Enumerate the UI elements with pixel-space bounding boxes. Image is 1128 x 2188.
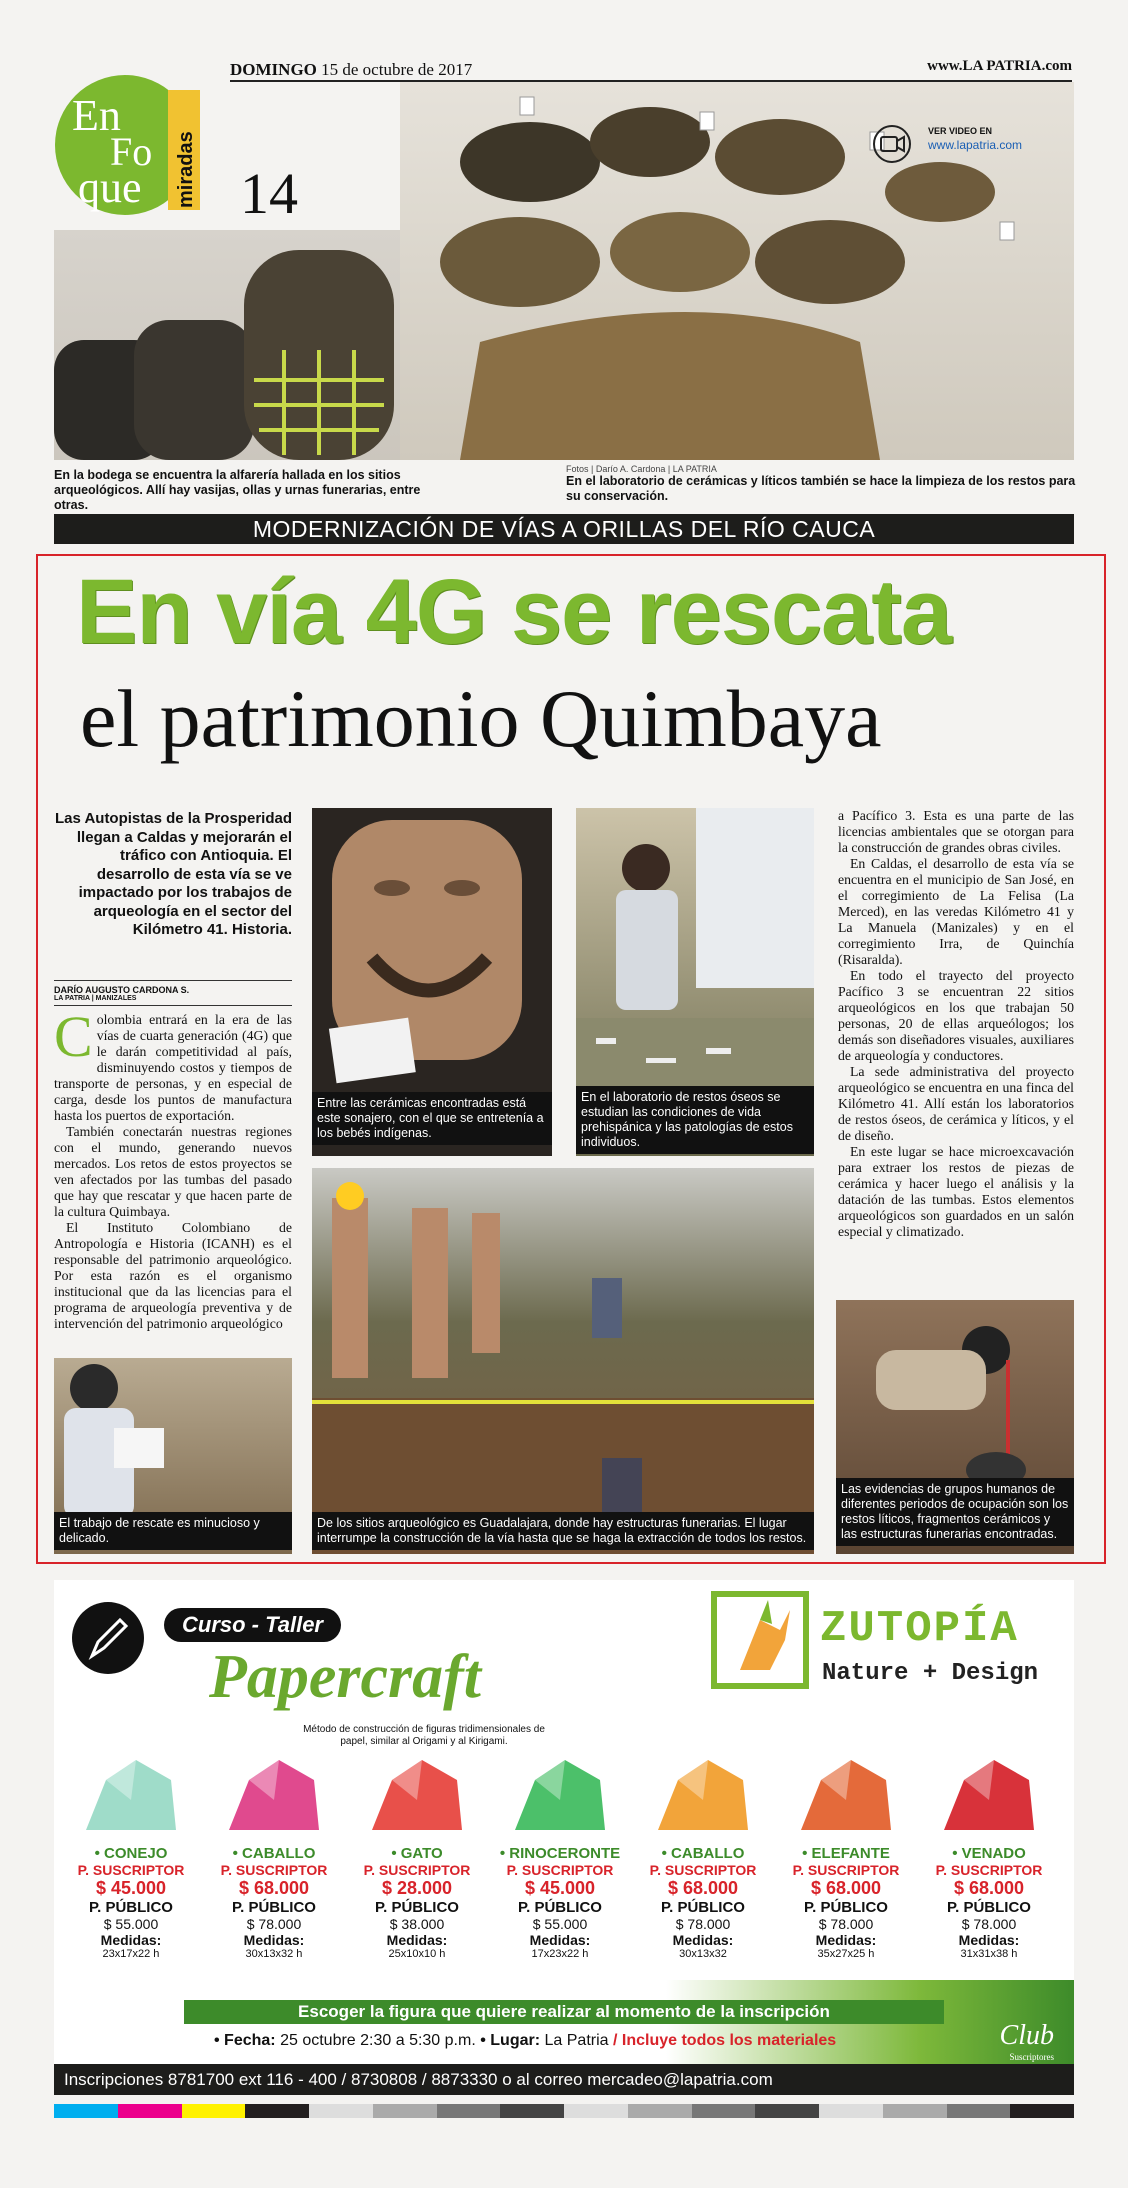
suscriptor-label: P. SUSCRIPTOR — [363, 1862, 471, 1878]
figure-card[interactable] — [64, 1845, 198, 1960]
figure-card[interactable] — [350, 1845, 484, 1960]
dropcap: C — [54, 1004, 93, 1069]
site-caption: De los sitios arqueológico es Guadalajara, donde hay estructuras funerarias. El lugar interrumpe la construcción de la vía hasta que se haga la extracción de todos los restos. — [312, 1512, 814, 1550]
suscriptor-label: P. SUSCRIPTOR — [506, 1862, 614, 1878]
choose-figure-note: Escoger la figura que quiere realizar al momento de la inscripción — [184, 2000, 944, 2024]
unicorn-logo-icon — [710, 1590, 810, 1690]
suscriptor-price: $ 45.000 — [95, 1878, 167, 1898]
figure-image — [934, 1750, 1044, 1840]
video-camera-icon — [872, 124, 918, 164]
event-details: • Fecha: 25 octubre 2:30 a 5:30 p.m. • Lugar: La Patria / Incluye todos los materiales — [214, 2032, 837, 2049]
medidas-label: Medidas: — [529, 1932, 591, 1948]
medidas-label: Medidas: — [386, 1932, 448, 1948]
publico-label: P. PÚBLICO — [518, 1899, 602, 1916]
club-logo: Club Suscriptores — [999, 2020, 1054, 2062]
publico-label: P. PÚBLICO — [375, 1899, 459, 1916]
figure-size: 25x10x10 h — [388, 1948, 446, 1960]
page-number: 14 — [240, 161, 298, 226]
pencil-icon — [68, 1598, 148, 1678]
suscriptor-label: P. SUSCRIPTOR — [792, 1862, 900, 1878]
author: DARÍO AUGUSTO CARDONA S. — [54, 980, 292, 995]
rattle-caption: Entre las cerámicas encontradas está este sonajero, con el que se entretenía a los bebés indígenas. — [312, 1092, 552, 1145]
publico-label: P. PÚBLICO — [804, 1899, 888, 1916]
figure-card[interactable] — [636, 1845, 770, 1960]
figure-size: 31x31x38 h — [960, 1948, 1018, 1960]
rescue-caption: El trabajo de rescate es minucioso y delicado. — [54, 1512, 292, 1550]
figure-image — [648, 1750, 758, 1840]
publico-label: P. PÚBLICO — [232, 1899, 316, 1916]
headline-main: En vía 4G se rescata — [76, 561, 952, 663]
suscriptor-label: P. SUSCRIPTOR — [649, 1862, 757, 1878]
section-banner: MODERNIZACIÓN DE VÍAS A ORILLAS DEL RÍO CAUCA — [54, 514, 1074, 544]
figure-name: • VENADO — [952, 1845, 1026, 1862]
figure-image — [791, 1750, 901, 1840]
lab-caption: En el laboratorio de cerámicas y líticos también se hace la limpieza de los restos para su conservación. — [566, 474, 1076, 503]
issue-date: DOMINGO 15 de octubre de 2017 — [230, 60, 473, 79]
suscriptor-price: $ 45.000 — [524, 1878, 596, 1898]
photo-credit: Fotos | Darío A. Cardona | LA PATRIA — [566, 464, 717, 474]
figure-image — [505, 1750, 615, 1840]
medidas-label: Medidas: — [243, 1932, 305, 1948]
suscriptor-price: $ 68.000 — [953, 1878, 1025, 1898]
suscriptor-price: $ 68.000 — [667, 1878, 739, 1898]
publico-price: $ 78.000 — [961, 1916, 1017, 1932]
warehouse-caption: En la bodega se encuentra la alfarería hallada en los sitios arqueológicos. Allí hay vasijas, ollas y urnas funerarias, entre otras. — [54, 468, 421, 512]
figure-image — [219, 1750, 329, 1840]
medidas-label: Medidas: — [958, 1932, 1020, 1948]
publico-label: P. PÚBLICO — [89, 1899, 173, 1916]
zutopia-brand — [710, 1590, 1070, 1700]
papercraft-description: Método de construcción de figuras tridimensionales de papel, similar al Origami y al Kirigami. — [303, 1724, 545, 1747]
video-url[interactable]: www.lapatria.com — [928, 138, 1023, 152]
article-column-4: a Pacífico 3. Esta es una parte de las licencias ambientales que se otorgan para la construcción de grandes obras civiles. En Caldas, el desarrollo de esta vía se encuentra en el municipio de San José, en el corregimiento de La Felisa (La Merced), en las veredas Kilómetro 41 y La Manuela (Manizales) y en el corregimiento Irra, de Quinchía (Risaralda). En todo el trayecto del proyecto Pacífico 3 se encuentran 22 sitios arqueológicos en los que trabajan 50 personas, 20 de ellas arqueólogos; los demás son diseñadores visuales, auxiliares de arqueología y conductores. La sede administrativa del proyecto arqueológico se encuentra en una finca del Kilómetro 41. Allí están los laboratorios de restos óseos, de cerámica y líticos, y el de diseño. En este lugar se hace microexcavación para extraer los restos de piezas de cerámica y hacer luego el análisis y la datación de las tumbas. Estos elementos arqueológicos son guardados en un salón especial y climatizado. — [838, 808, 1074, 1239]
publico-price: $ 78.000 — [818, 1916, 874, 1932]
publico-label: P. PÚBLICO — [947, 1899, 1031, 1916]
evidence-caption: Las evidencias de grupos humanos de diferentes periodos de ocupación son los restos líticos, fragmentos cerámicos y las estructuras funerarias encontradas. — [836, 1478, 1074, 1546]
article-lead: Las Autopistas de la Prosperidad llegan a Caldas y mejorarán el tráfico con Antioquia. El desarrollo de esta vía se ve impactado por los trabajos de arqueología en el sector del Kilómetro 41. Historia. — [54, 810, 292, 938]
video-label: VER VIDEO EN — [928, 126, 993, 136]
zutopia-name: ZUTOPÍA — [820, 1604, 1019, 1654]
medidas-label: Medidas: — [815, 1932, 877, 1948]
logo-que: que — [78, 163, 142, 212]
publico-price: $ 38.000 — [389, 1916, 445, 1932]
enfoque-section-logo — [50, 70, 220, 240]
papercraft-ad — [54, 1580, 1074, 2095]
figure-name: • CABALLO — [232, 1845, 316, 1862]
author-org: LA PATRIA | MANIZALES — [54, 995, 292, 1006]
suscriptor-price: $ 68.000 — [238, 1878, 310, 1898]
suscriptor-label: P. SUSCRIPTOR — [220, 1862, 328, 1878]
logo-miradas: miradas — [175, 131, 197, 208]
video-link[interactable] — [872, 120, 1022, 160]
headline-secondary: el patrimonio Quimbaya — [80, 673, 882, 764]
suscriptor-price: $ 28.000 — [381, 1878, 453, 1898]
logo-en: En — [72, 91, 121, 140]
figure-size: 17x23x22 h — [531, 1948, 589, 1960]
figure-card[interactable] — [779, 1845, 913, 1960]
course-label: Curso - Taller — [164, 1608, 341, 1642]
figure-card[interactable] — [493, 1845, 627, 1960]
publico-label: P. PÚBLICO — [661, 1899, 745, 1916]
article-column-1: Colombia entrará en la era de las vías de cuarta generación (4G) que le darán competitividad al país, disminuyendo costos y tiempos de transporte de personas, y en especial de carga, desde los puntos de manufactura hasta los puertos de exportación. También conectarán nuestras regiones con el mundo, generando nuevos mercados. Los retos de estos proyectos se ven afectados por las tumbas del pasado que hay que rescatar y que hacen parte de la cultura Quimbaya. El Instituto Colombiano de Antropología e Historia (ICANH) es el responsable del patrimonio arqueológico. Por esta razón es el organismo institucional que da las licencias para el programa de arqueología preventiva y de intervención del patrimonio arqueológico — [54, 1004, 292, 1331]
figure-name: • CABALLO — [661, 1845, 745, 1862]
figure-size: 30x13x32 — [679, 1948, 727, 1960]
excavation-site-photo — [312, 1168, 814, 1554]
website-link[interactable]: www.LA PATRIA.com — [927, 58, 1072, 74]
medidas-label: Medidas: — [100, 1932, 162, 1948]
figure-name: • GATO — [391, 1845, 443, 1862]
suscriptor-label: P. SUSCRIPTOR — [77, 1862, 185, 1878]
papercraft-title: Papercraft — [209, 1643, 482, 1711]
figure-name: • ELEFANTE — [802, 1845, 890, 1862]
medidas-label: Medidas: — [672, 1932, 734, 1948]
figure-size: 23x17x22 h — [102, 1948, 160, 1960]
bone-lab-caption: En el laboratorio de restos óseos se estudian las condiciones de vida prehispánica y las patologías de estos individuos. — [576, 1086, 814, 1154]
figure-name: • RINOCERONTE — [499, 1845, 621, 1862]
pottery-warehouse-photo — [54, 230, 414, 460]
zutopia-tagline: Nature + Design — [822, 1660, 1039, 1687]
figure-size: 30x13x32 h — [245, 1948, 303, 1960]
figure-card[interactable] — [922, 1845, 1056, 1960]
publico-price: $ 78.000 — [675, 1916, 731, 1932]
figure-size: 35x27x25 h — [817, 1948, 875, 1960]
figure-card[interactable] — [207, 1845, 341, 1960]
suscriptor-label: P. SUSCRIPTOR — [935, 1862, 1043, 1878]
figure-image — [76, 1750, 186, 1840]
publico-price: $ 78.000 — [246, 1916, 302, 1932]
publico-price: $ 55.000 — [532, 1916, 588, 1932]
print-color-bar — [54, 2104, 1074, 2118]
figure-image — [362, 1750, 472, 1840]
registration-contact[interactable]: Inscripciones 8781700 ext 116 - 400 / 8730808 / 8873330 o al correo mercadeo@lapatria.com — [54, 2064, 1074, 2095]
logo-fo: Fo — [110, 129, 153, 174]
suscriptor-price: $ 68.000 — [810, 1878, 882, 1898]
figure-name: • CONEJO — [94, 1845, 168, 1862]
publico-price: $ 55.000 — [103, 1916, 159, 1932]
